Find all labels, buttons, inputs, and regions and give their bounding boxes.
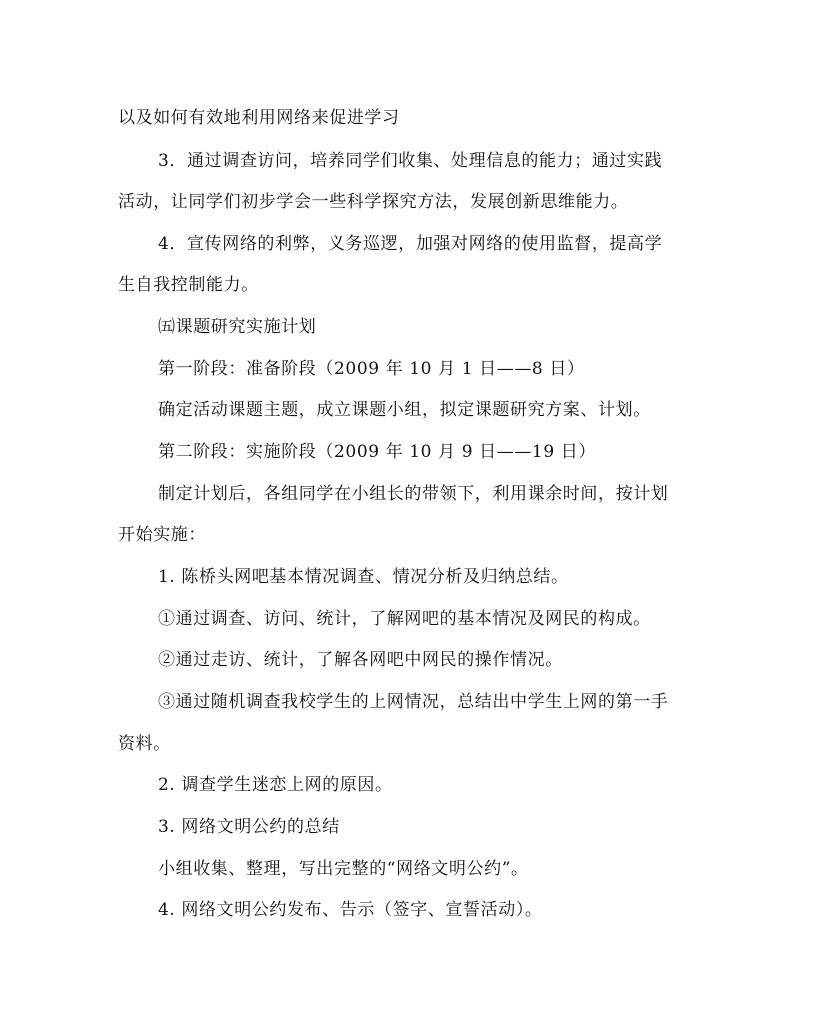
phase-heading: 第二阶段：实施阶段（2009 年 10 月 9 日——19 日） xyxy=(158,442,596,462)
section-heading: ㈤课题研究实施计划 xyxy=(158,317,317,337)
paragraph-line: 4．宣传网络的利弊，义务巡逻，加强对网络的使用监督，提高学 xyxy=(158,234,663,254)
phase-heading: 第一阶段：准备阶段（2009 年 10 月 1 日——8 日） xyxy=(158,359,585,379)
paragraph-line: 制定计划后，各组同学在小组长的带领下，利用课余时间，按计划 xyxy=(158,484,669,504)
paragraph-line: 生自我控制能力。 xyxy=(118,275,259,295)
list-item: 2. 调查学生迷恋上网的原因。 xyxy=(158,775,393,795)
list-item: ②通过走访、统计，了解各网吧中网民的操作情况。 xyxy=(158,650,563,670)
paragraph-line: 确定活动课题主题，成立课题小组，拟定课题研究方案、计划。 xyxy=(158,400,651,420)
paragraph-line: 3．通过调查访问，培养同学们收集、处理信息的能力；通过实践 xyxy=(158,151,663,171)
paragraph-line: 开始实施： xyxy=(118,525,206,545)
list-item: ③通过随机调查我校学生的上网情况，总结出中学生上网的第一手 xyxy=(158,692,669,712)
list-item: 3. 网络文明公约的总结 xyxy=(158,817,340,837)
paragraph-line: 以及如何有效地利用网络来促进学习 xyxy=(118,108,400,128)
list-item: ①通过调查、访问、统计，了解网吧的基本情况及网民的构成。 xyxy=(158,609,651,629)
list-item: 1. 陈桥头网吧基本情况调查、情况分析及归纳总结。 xyxy=(158,567,569,587)
paragraph-line: 资料。 xyxy=(118,734,171,754)
paragraph-line: 活动，让同学们初步学会一些科学探究方法，发展创新思维能力。 xyxy=(118,192,629,212)
paragraph-line: 小组收集、整理，写出完整的“网络文明公约”。 xyxy=(158,859,529,879)
list-item: 4. 网络文明公约发布、告示（签字、宣誓活动）。 xyxy=(158,900,543,920)
